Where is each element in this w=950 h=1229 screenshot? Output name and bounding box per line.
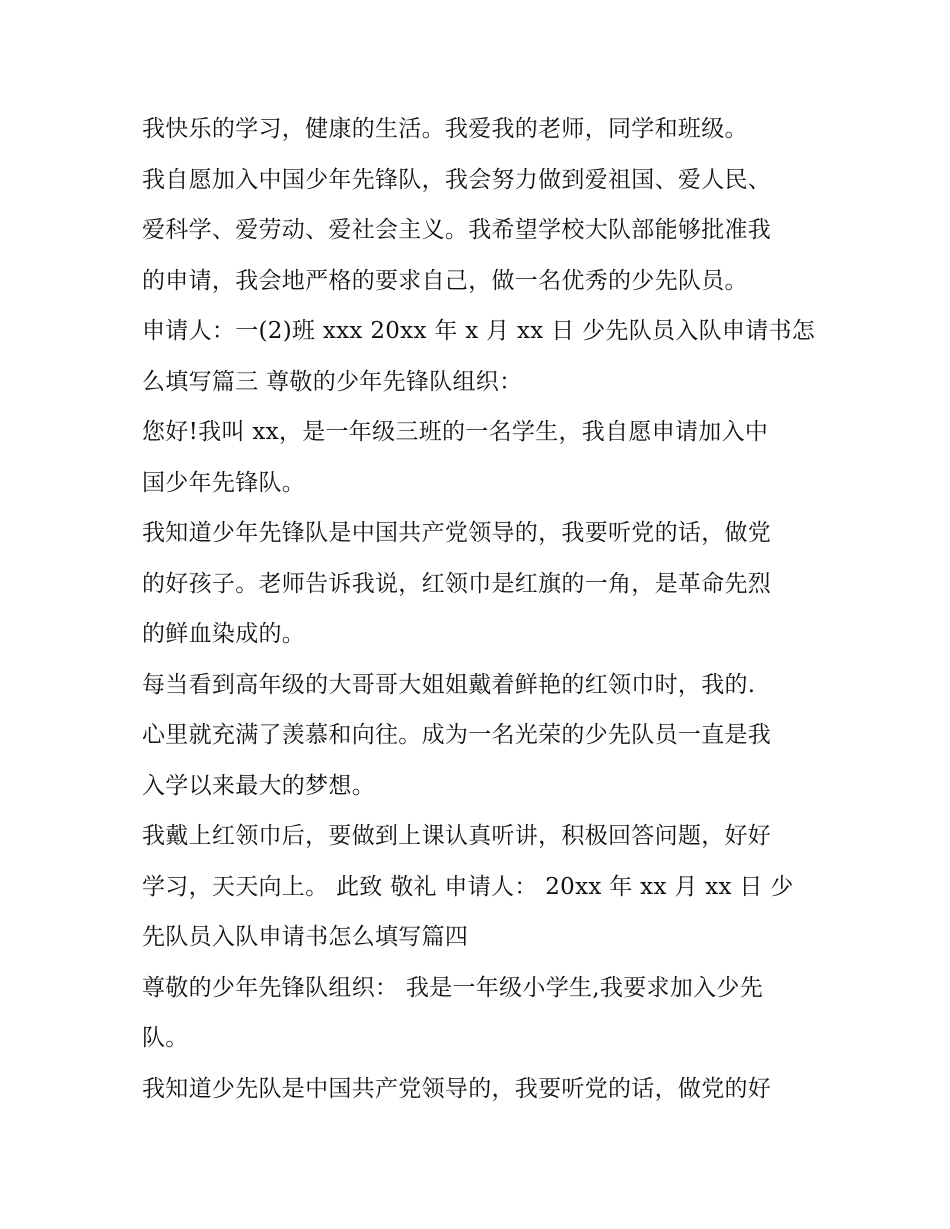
text-line: 国少年先锋队。 — [142, 469, 306, 496]
text-line: 尊敬的少年先锋队组织： 我是一年级小学生,我要求加入少先 — [142, 974, 764, 1001]
text-line: 我自愿加入中国少年先锋队，我会努力做到爱祖国、爱人民、 — [142, 166, 772, 193]
text-line: 的申请，我会地严格的要求自己，做一名优秀的少先队员。 — [142, 267, 748, 294]
text-line: 您好!我叫 xx，是一年级三班的一名学生，我自愿申请加入中 — [142, 419, 769, 445]
text-line: 申请人：一(2)班 xxx 20xx 年 x 月 xx 日 少先队员入队申请书怎 — [142, 318, 816, 344]
text-line: 爱科学、爱劳动、爱社会主义。我希望学校大队部能够批准我 — [142, 217, 772, 243]
text-line: 入学以来最大的梦想。 — [142, 772, 375, 799]
text-line: 我知道少年先锋队是中国共产党领导的，我要听党的话，做党 — [142, 520, 772, 546]
text-line: 的鲜血染成的。 — [142, 621, 306, 647]
text-line: 我戴上红领巾后，要做到上课认真听讲，积极回答问题，好好 — [142, 823, 772, 849]
text-line: 的好孩子。老师告诉我说，红领巾是红旗的一角，是革命先烈 — [142, 570, 772, 597]
text-line: 么填写篇三 尊敬的少年先锋队组织： — [142, 368, 523, 395]
text-line: 学习，天天向上。 此致 敬礼 申请人： 20xx 年 xx 月 xx 日 少 — [142, 873, 794, 900]
text-line: 先队员入队申请书怎么填写篇四 — [142, 924, 469, 950]
text-line: 心里就充满了羡慕和向往。成为一名光荣的少先队员一直是我 — [142, 722, 772, 748]
text-line: 我快乐的学习，健康的生活。我爱我的老师，同学和班级。 — [142, 116, 748, 142]
text-line: 我知道少先队是中国共产党领导的，我要听党的话，做党的好 — [142, 1075, 772, 1102]
text-line: 每当看到高年级的大哥哥大姐姐戴着鲜艳的红领巾时，我的. — [142, 671, 756, 698]
document-body — [142, 109, 822, 1119]
text-line: 队。 — [142, 1025, 189, 1051]
